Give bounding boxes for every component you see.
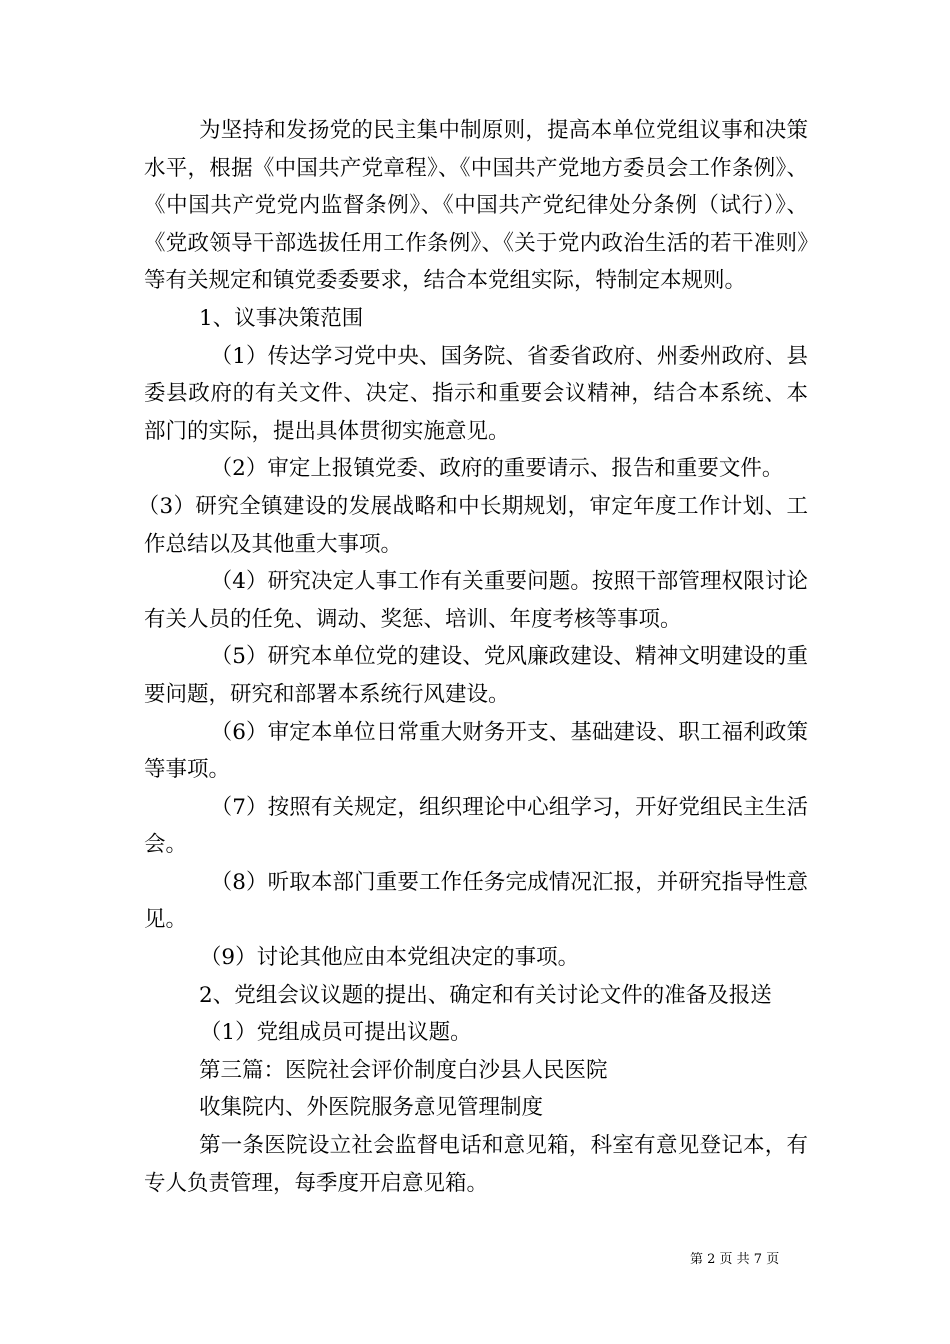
list-item-3: （3）研究全镇建设的发展战略和中长期规划，审定年度工作计划、工作总结以及其他重大事项。 [137,493,808,557]
list-item-7: （7）按照有关规定，组织理论中心组学习，开好党组民主生活会。 [144,794,808,858]
chapter-heading: 第三篇：医院社会评价制度白沙县人民医院 [199,1057,608,1083]
intro-paragraph: 为坚持和发扬党的民主集中制原则，提高本单位党组议事和决策水平，根据《中国共产党章程》、《中国共产党地方委员会工作条例》、《中国共产党党内监督条例》、《中国共产党纪律处分条例（试行）》、《党政领导干部选拔任用工作条例》、《关于党内政治生活的若干准则》等有关规定和镇党委委要求，结合本党组实际，特制定本规则。 [144,118,808,294]
section-heading-1: 1、议事决策范围 [199,305,364,331]
list-item-8: （8）听取本部门重要工作任务完成情况汇报，并研究指导性意见。 [144,869,808,933]
article-1: 第一条医院设立社会监督电话和意见箱，科室有意见登记本，有专人负责管理，每季度开启意见箱。 [144,1133,808,1196]
list-item-5: （5）研究本单位党的建设、党风廉政建设、精神文明建设的重要问题，研究和部署本系统行风建设。 [144,644,808,707]
list-item-2: （2）审定上报镇党委、政府的重要请示、报告和重要文件。 [210,456,784,482]
list-item-2-1: （1）党组成员可提出议题。 [199,1020,472,1046]
chapter-subheading: 收集院内、外医院服务意见管理制度 [199,1095,544,1121]
list-item-9: （9）讨论其他应由本党组决定的事项。 [199,945,580,971]
list-item-6: （6）审定本单位日常重大财务开支、基础建设、职工福利政策等事项。 [144,719,808,783]
page-number-footer: 第 2 页 共 7 页 [690,1252,780,1267]
list-item-1: （1）传达学习党中央、国务院、省委省政府、州委州政府、县委县政府的有关文件、决定、指示和重要会议精神，结合本系统、本部门的实际，提出具体贯彻实施意见。 [144,343,808,444]
document-body [137,112,808,1202]
list-item-4: （4）研究决定人事工作有关重要问题。按照干部管理权限讨论有关人员的任免、调动、奖惩、培训、年度考核等事项。 [144,569,808,632]
section-heading-2: 2、党组会议议题的提出、确定和有关讨论文件的准备及报送 [199,982,772,1008]
